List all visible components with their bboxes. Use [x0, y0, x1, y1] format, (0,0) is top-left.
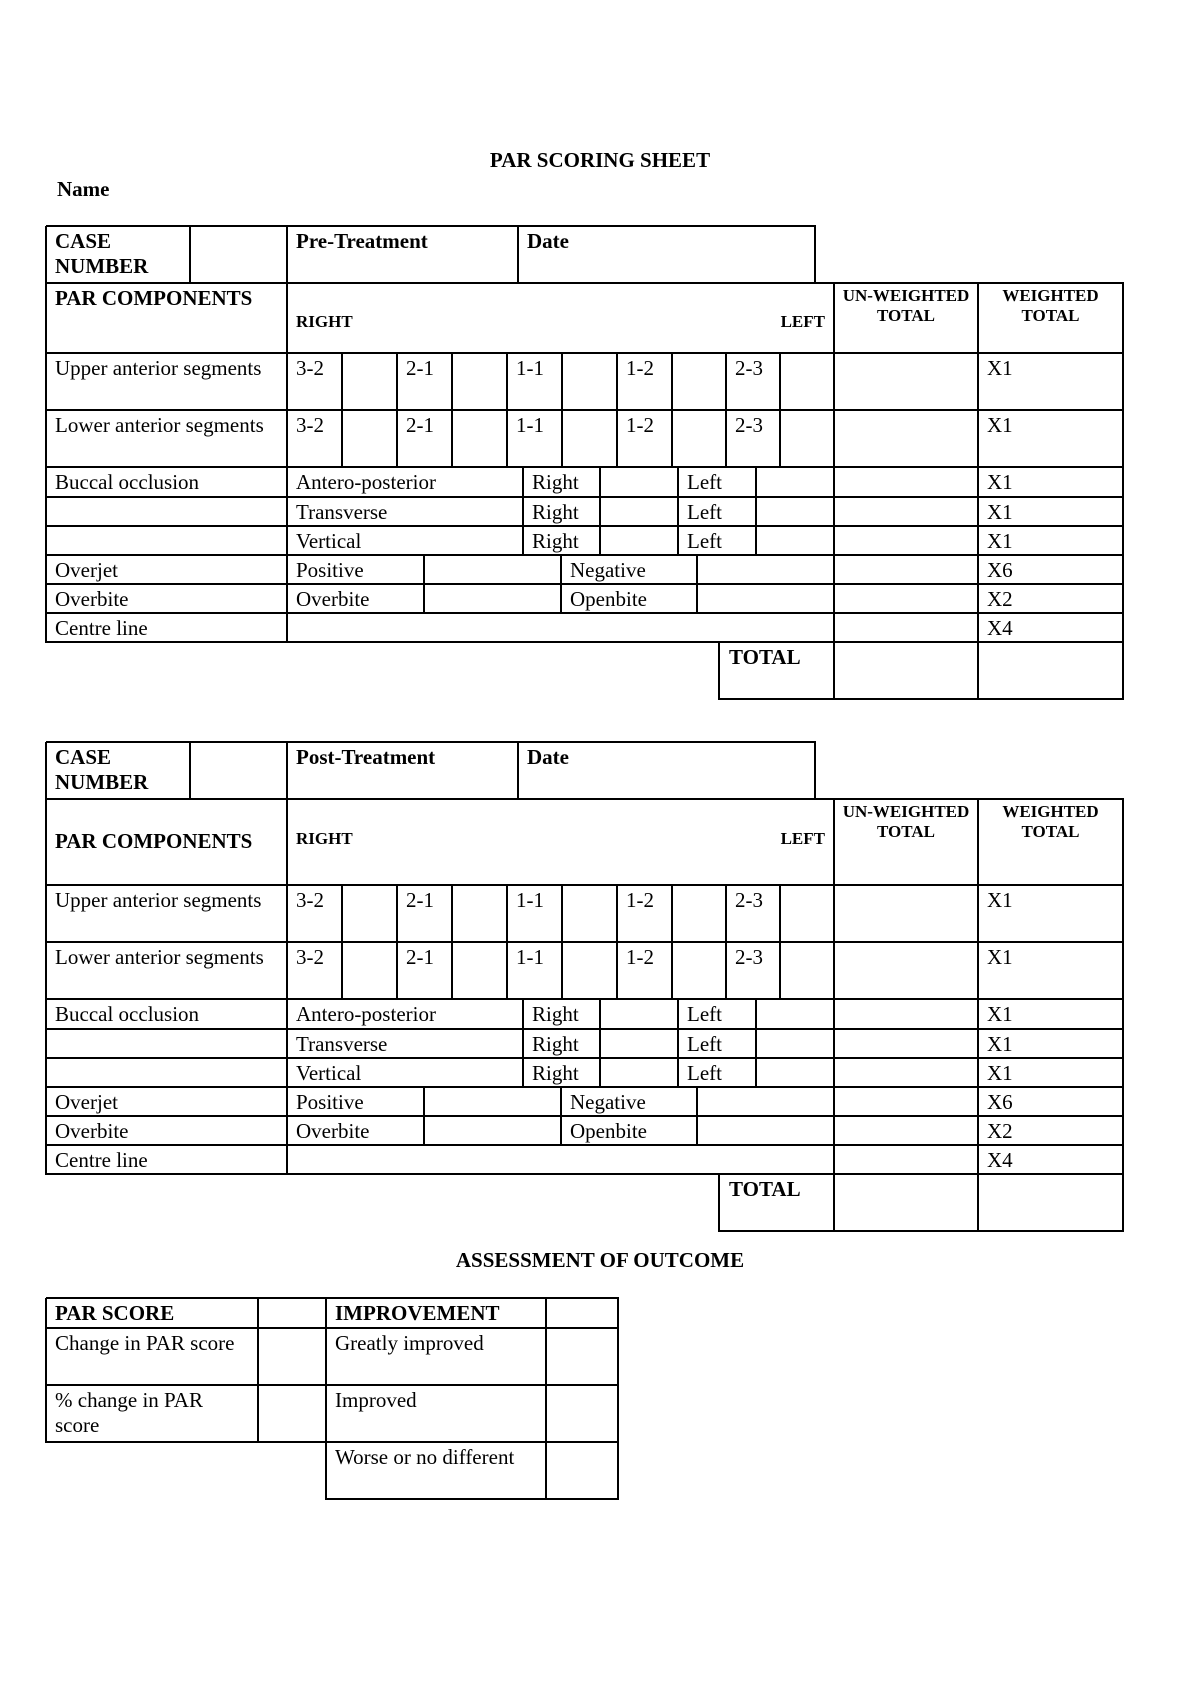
segment-score-field[interactable]	[672, 885, 726, 942]
table-rule	[286, 742, 288, 1175]
table-rule	[718, 642, 720, 700]
segment-label: 1-1	[516, 945, 544, 969]
unweighted-score-field[interactable]	[834, 613, 978, 642]
par-components-label: PAR COMPONENTS	[55, 829, 253, 853]
table-rule	[46, 998, 1124, 1000]
left-score-field[interactable]	[756, 999, 834, 1029]
table-rule	[1122, 283, 1124, 700]
table-rule	[423, 1087, 425, 1146]
weight-factor: X1	[987, 529, 1013, 553]
weight-factor: X1	[987, 888, 1013, 912]
table-rule	[46, 1115, 1124, 1117]
table-rule	[325, 1298, 327, 1500]
weighted-total-header: WEIGHTED TOTAL	[1002, 802, 1099, 842]
segment-label: 2-1	[406, 356, 434, 380]
segment-score-field[interactable]	[780, 942, 834, 999]
table-rule	[341, 353, 343, 468]
segment-label: 1-1	[516, 356, 544, 380]
table-rule	[396, 885, 398, 1000]
weight-factor: X1	[987, 470, 1013, 494]
table-rule	[46, 798, 1124, 800]
table-rule	[46, 409, 1124, 411]
overjet-label: Overjet	[55, 558, 118, 582]
transverse-label: Transverse	[296, 500, 388, 524]
segment-score-field[interactable]	[672, 942, 726, 999]
left-score-field[interactable]	[756, 467, 834, 497]
table-rule	[617, 1298, 619, 1500]
case-number-field[interactable]	[190, 226, 287, 283]
unweighted-score-field[interactable]	[834, 526, 978, 555]
right-score-field[interactable]	[600, 1058, 678, 1087]
table-rule	[46, 1028, 1124, 1030]
segment-label: 1-2	[626, 888, 654, 912]
blank-label-cell	[46, 1029, 287, 1058]
improvement-row-label: Worse or no different	[335, 1445, 515, 1469]
page-title: PAR SCORING SHEET	[489, 148, 711, 172]
overbite-option-b: Openbite	[570, 1119, 647, 1143]
segment-score-field[interactable]	[342, 885, 397, 942]
right-label: RIGHT	[296, 312, 353, 331]
overbite-label: Overbite	[55, 1119, 129, 1143]
unweighted-total-field[interactable]	[834, 642, 978, 699]
antero-posterior-label: Antero-posterior	[296, 470, 436, 494]
unweighted-score-field[interactable]	[834, 410, 978, 467]
segment-label: 1-2	[626, 356, 654, 380]
segment-label: 2-3	[735, 356, 763, 380]
table-rule	[326, 1498, 619, 1500]
table-rule	[517, 742, 519, 800]
segment-score-field[interactable]	[452, 942, 507, 999]
table-rule	[189, 226, 191, 284]
table-rule	[833, 799, 835, 1232]
table-rule	[46, 884, 1124, 886]
table-rule	[561, 885, 563, 1000]
unweighted-score-field[interactable]	[834, 1029, 978, 1058]
unweighted-score-field[interactable]	[834, 467, 978, 497]
overjet-option-b: Negative	[570, 558, 646, 582]
right-label: Right	[532, 1061, 579, 1085]
table-rule	[755, 467, 757, 556]
table-rule	[522, 467, 524, 556]
table-rule	[45, 226, 47, 643]
segment-label: 2-3	[735, 413, 763, 437]
table-rule	[671, 353, 673, 468]
segment-score-field[interactable]	[562, 410, 617, 467]
table-rule	[46, 1057, 1124, 1059]
left-label: Left	[687, 500, 722, 524]
right-label: RIGHT	[296, 829, 353, 848]
table-rule	[779, 885, 781, 1000]
weight-factor: X4	[987, 1148, 1013, 1172]
unweighted-total-header: UN-WEIGHTED TOTAL	[842, 802, 970, 842]
right-score-field[interactable]	[600, 467, 678, 497]
overjet-label: Overjet	[55, 1090, 118, 1114]
centre-line-field[interactable]	[287, 613, 834, 642]
buccal-occlusion-label: Buccal occlusion	[55, 470, 200, 494]
par-score-field[interactable]	[258, 1328, 326, 1385]
table-rule	[506, 885, 508, 1000]
case-number-label: CASE NUMBER	[55, 229, 149, 279]
table-rule	[46, 1297, 619, 1299]
table-rule	[755, 999, 757, 1088]
table-rule	[561, 353, 563, 468]
overbite-option-b-field[interactable]	[697, 584, 834, 613]
segment-label: 1-2	[626, 945, 654, 969]
table-rule	[814, 742, 816, 800]
unweighted-score-field[interactable]	[834, 942, 978, 999]
segment-score-field[interactable]	[780, 353, 834, 410]
improvement-field[interactable]	[546, 1442, 618, 1499]
table-rule	[451, 885, 453, 1000]
segment-score-field[interactable]	[452, 353, 507, 410]
improvement-row-label: Greatly improved	[335, 1331, 484, 1355]
table-rule	[522, 999, 524, 1088]
table-rule	[189, 742, 191, 800]
vertical-label: Vertical	[296, 1061, 362, 1085]
table-rule	[814, 226, 816, 284]
table-rule	[423, 555, 425, 614]
improvement-header: IMPROVEMENT	[335, 1301, 500, 1325]
table-rule	[779, 353, 781, 468]
table-rule	[46, 282, 1124, 284]
weight-factor: X2	[987, 1119, 1013, 1143]
table-rule	[833, 283, 835, 700]
table-rule	[341, 885, 343, 1000]
unweighted-score-field[interactable]	[834, 1145, 978, 1174]
table-rule	[677, 999, 679, 1088]
left-label: Left	[687, 1002, 722, 1026]
right-label: Right	[532, 529, 579, 553]
unweighted-total-field[interactable]	[834, 1174, 978, 1231]
segment-label: 3-2	[296, 413, 324, 437]
left-score-field[interactable]	[756, 497, 834, 526]
weight-factor: X2	[987, 587, 1013, 611]
segment-label: 1-2	[626, 413, 654, 437]
table-rule	[977, 283, 979, 700]
unweighted-score-field[interactable]	[834, 497, 978, 526]
table-rule	[719, 1230, 1124, 1232]
right-label: Right	[532, 1032, 579, 1056]
segment-score-field[interactable]	[780, 885, 834, 942]
table-rule	[46, 554, 1124, 556]
total-label: TOTAL	[729, 645, 801, 669]
table-rule	[616, 885, 618, 1000]
table-rule	[46, 352, 1124, 354]
table-rule	[46, 225, 816, 227]
segment-label: 2-1	[406, 413, 434, 437]
centre-line-field[interactable]	[287, 1145, 834, 1174]
overjet-option-a: Positive	[296, 1090, 364, 1114]
weight-factor: X1	[987, 1032, 1013, 1056]
weight-factor: X1	[987, 413, 1013, 437]
table-rule	[257, 1298, 259, 1443]
table-rule	[451, 353, 453, 468]
overjet-option-b-field[interactable]	[697, 1087, 834, 1116]
table-rule	[46, 1086, 1124, 1088]
weight-factor: X1	[987, 1061, 1013, 1085]
blank-label-cell	[46, 526, 287, 555]
par-components-label: PAR COMPONENTS	[55, 286, 253, 310]
table-rule	[725, 353, 727, 468]
unweighted-score-field[interactable]	[834, 1058, 978, 1087]
par-score-row-label: % change in PAR score	[55, 1388, 203, 1438]
table-rule	[696, 555, 698, 614]
table-rule	[46, 1441, 619, 1443]
table-rule	[696, 1087, 698, 1146]
unweighted-score-field[interactable]	[834, 1116, 978, 1145]
transverse-label: Transverse	[296, 1032, 388, 1056]
par-score-header-blank	[258, 1298, 326, 1328]
segment-label: 3-2	[296, 888, 324, 912]
right-label: Right	[532, 470, 579, 494]
right-score-field[interactable]	[600, 999, 678, 1029]
table-rule	[725, 885, 727, 1000]
segment-score-field[interactable]	[562, 942, 617, 999]
weight-factor: X1	[987, 500, 1013, 524]
segment-label: 2-1	[406, 945, 434, 969]
segment-label: 1-1	[516, 888, 544, 912]
table-rule	[46, 525, 1124, 527]
left-score-field[interactable]	[756, 1029, 834, 1058]
segment-score-field[interactable]	[672, 410, 726, 467]
weight-factor: X6	[987, 558, 1013, 582]
improvement-field[interactable]	[546, 1328, 618, 1385]
segment-score-field[interactable]	[780, 410, 834, 467]
right-label: Right	[532, 500, 579, 524]
segment-label: 3-2	[296, 945, 324, 969]
table-rule	[46, 1173, 1124, 1175]
right-score-field[interactable]	[600, 497, 678, 526]
left-label: Left	[687, 1061, 722, 1085]
weight-factor: X1	[987, 356, 1013, 380]
table-rule	[506, 353, 508, 468]
table-rule	[616, 353, 618, 468]
weight-factor: X6	[987, 1090, 1013, 1114]
table-rule	[286, 226, 288, 643]
table-rule	[46, 612, 1124, 614]
table-rule	[46, 583, 1124, 585]
weight-factor: X1	[987, 945, 1013, 969]
overbite-option-a-field[interactable]	[424, 1116, 561, 1145]
weighted-total-field[interactable]	[978, 1174, 1123, 1231]
table-rule	[46, 1144, 1124, 1146]
centre-line-label: Centre line	[55, 1148, 148, 1172]
total-label: TOTAL	[729, 1177, 801, 1201]
buccal-occlusion-label: Buccal occlusion	[55, 1002, 200, 1026]
overjet-option-b-field[interactable]	[697, 555, 834, 584]
segment-label: 2-3	[735, 888, 763, 912]
weight-factor: X4	[987, 616, 1013, 640]
left-label: Left	[687, 470, 722, 494]
lower-anterior-label: Lower anterior segments	[55, 945, 264, 969]
upper-anterior-label: Upper anterior segments	[55, 888, 262, 912]
weighted-total-field[interactable]	[978, 642, 1123, 699]
table-rule	[560, 1087, 562, 1146]
treatment-stage: Post-Treatment	[296, 745, 436, 769]
antero-posterior-label: Antero-posterior	[296, 1002, 436, 1026]
segment-label: 2-1	[406, 888, 434, 912]
left-label: Left	[687, 1032, 722, 1056]
improvement-row-label: Improved	[335, 1388, 417, 1412]
table-rule	[599, 999, 601, 1088]
date-field[interactable]: Date	[527, 229, 569, 253]
table-rule	[719, 698, 1124, 700]
table-rule	[46, 1327, 619, 1329]
lower-anterior-label: Lower anterior segments	[55, 413, 264, 437]
segment-label: 2-3	[735, 945, 763, 969]
unweighted-score-field[interactable]	[834, 353, 978, 410]
unweighted-total-header: UN-WEIGHTED TOTAL	[842, 286, 970, 326]
segment-score-field[interactable]	[672, 353, 726, 410]
blank-label-cell	[46, 1058, 287, 1087]
overbite-option-a: Overbite	[296, 1119, 370, 1143]
table-rule	[671, 885, 673, 1000]
table-rule	[46, 1384, 619, 1386]
par-score-field[interactable]	[258, 1385, 326, 1442]
segment-label: 3-2	[296, 356, 324, 380]
left-label: Left	[687, 529, 722, 553]
table-rule	[1122, 799, 1124, 1232]
name-label: Name	[57, 177, 110, 201]
table-rule	[599, 467, 601, 556]
overbite-option-a-field[interactable]	[424, 584, 561, 613]
table-rule	[46, 496, 1124, 498]
assessment-title: ASSESSMENT OF OUTCOME	[455, 1248, 745, 1272]
segment-score-field[interactable]	[452, 410, 507, 467]
treatment-stage: Pre-Treatment	[296, 229, 428, 253]
left-score-field[interactable]	[756, 526, 834, 555]
overjet-option-b: Negative	[570, 1090, 646, 1114]
segment-score-field[interactable]	[342, 410, 397, 467]
table-rule	[46, 466, 1124, 468]
overjet-option-a-field[interactable]	[424, 1087, 561, 1116]
right-label: Right	[532, 1002, 579, 1026]
segment-score-field[interactable]	[562, 353, 617, 410]
segment-score-field[interactable]	[562, 885, 617, 942]
vertical-label: Vertical	[296, 529, 362, 553]
table-rule	[545, 1298, 547, 1500]
overbite-option-b-field[interactable]	[697, 1116, 834, 1145]
upper-anterior-label: Upper anterior segments	[55, 356, 262, 380]
table-rule	[677, 467, 679, 556]
table-rule	[46, 741, 816, 743]
table-rule	[45, 1298, 47, 1443]
unweighted-score-field[interactable]	[834, 999, 978, 1029]
right-score-field[interactable]	[600, 526, 678, 555]
segment-label: 1-1	[516, 413, 544, 437]
date-field[interactable]: Date	[527, 745, 569, 769]
left-label: LEFT	[780, 312, 825, 331]
table-rule	[396, 353, 398, 468]
left-score-field[interactable]	[756, 1058, 834, 1087]
table-rule	[718, 1174, 720, 1232]
table-rule	[46, 941, 1124, 943]
unweighted-score-field[interactable]	[834, 1087, 978, 1116]
blank-label-cell	[46, 497, 287, 526]
overbite-option-b: Openbite	[570, 587, 647, 611]
weight-factor: X1	[987, 1002, 1013, 1026]
par-score-header: PAR SCORE	[55, 1301, 175, 1325]
segment-score-field[interactable]	[452, 885, 507, 942]
segment-score-field[interactable]	[342, 353, 397, 410]
segment-score-field[interactable]	[342, 942, 397, 999]
case-number-label: CASE NUMBER	[55, 745, 149, 795]
right-score-field[interactable]	[600, 1029, 678, 1058]
table-rule	[45, 742, 47, 1175]
overbite-label: Overbite	[55, 587, 129, 611]
case-number-field[interactable]	[190, 742, 287, 799]
table-rule	[977, 799, 979, 1232]
table-rule	[560, 555, 562, 614]
improvement-header-blank	[546, 1298, 618, 1328]
overjet-option-a-field[interactable]	[424, 555, 561, 584]
overjet-option-a: Positive	[296, 558, 364, 582]
table-rule	[46, 641, 1124, 643]
weighted-total-header: WEIGHTED TOTAL	[1002, 286, 1099, 326]
centre-line-label: Centre line	[55, 616, 148, 640]
table-rule	[517, 226, 519, 284]
unweighted-score-field[interactable]	[834, 555, 978, 584]
unweighted-score-field[interactable]	[834, 885, 978, 942]
left-label: LEFT	[780, 829, 825, 848]
par-score-row-label: Change in PAR score	[55, 1331, 235, 1355]
unweighted-score-field[interactable]	[834, 584, 978, 613]
overbite-option-a: Overbite	[296, 587, 370, 611]
improvement-field[interactable]	[546, 1385, 618, 1442]
